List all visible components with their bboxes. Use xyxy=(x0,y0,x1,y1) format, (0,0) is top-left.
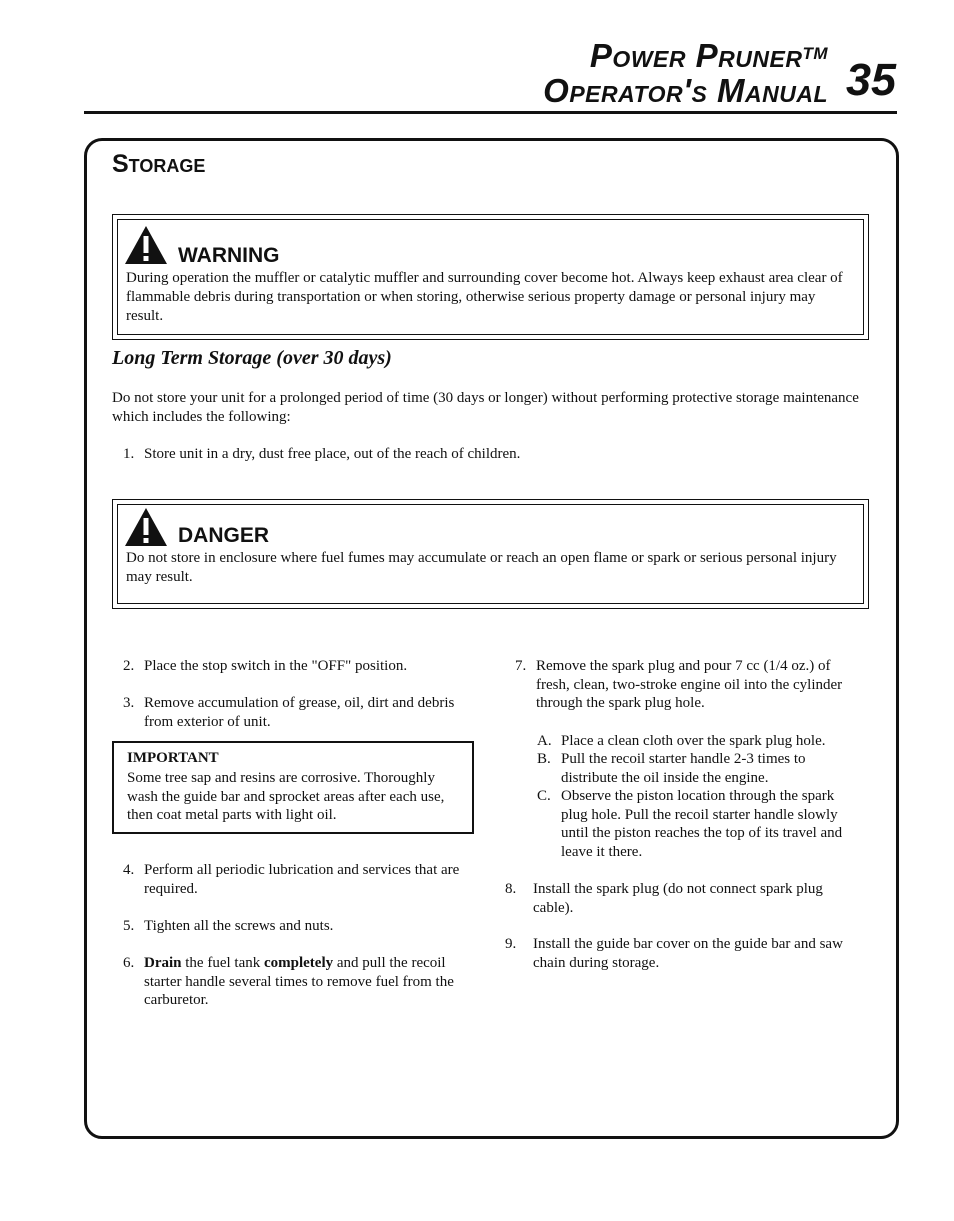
step-text-part: and pull the recoil starter handle several times to remove fuel from the carburetor. xyxy=(144,955,454,1008)
step-text: Install the guide bar cover on the guide bar and saw chain during storage. xyxy=(533,936,843,971)
step-text-part: the fuel tank xyxy=(181,955,264,971)
step-number: 3. xyxy=(123,695,135,711)
step-8 xyxy=(505,880,850,917)
step-number: 6. xyxy=(123,955,135,971)
step-6 xyxy=(123,954,468,1010)
important-note xyxy=(112,741,474,834)
substep-c xyxy=(537,787,857,861)
step-number: 9. xyxy=(505,936,517,952)
danger-box xyxy=(112,499,869,609)
step-3 xyxy=(123,694,468,731)
product-name: Power Pruner xyxy=(589,37,803,74)
step-9 xyxy=(505,935,865,972)
substep-letter: B. xyxy=(537,751,551,767)
trademark: TM xyxy=(802,44,828,63)
step-text: Tighten all the screws and nuts. xyxy=(144,918,334,934)
substep-b xyxy=(537,750,837,787)
emphasis-completely: completely xyxy=(263,955,334,971)
step-5 xyxy=(123,917,463,936)
warning-box xyxy=(112,214,869,340)
step-1 xyxy=(123,445,843,464)
substep-text: Place a clean cloth over the spark plug hole. xyxy=(561,733,826,749)
important-title: IMPORTANT xyxy=(127,750,219,766)
substep-a xyxy=(537,732,847,751)
long-term-heading: Long Term Storage (over 30 days) xyxy=(112,347,392,369)
step-number: 7. xyxy=(515,658,527,674)
step-number: 1. xyxy=(123,446,135,462)
step-text: Store unit in a dry, dust free place, out of the reach of children. xyxy=(144,446,521,462)
substep-text: Observe the piston location through the spark plug hole. Pull the recoil starter handle slowly until the piston reaches the top of its travel and leave it there. xyxy=(561,788,843,860)
header-rule xyxy=(84,111,897,114)
warning-icon xyxy=(124,225,168,265)
title-line-2: Operator's Manual xyxy=(543,72,828,109)
substep-letter: C. xyxy=(537,788,551,804)
title-line-1 xyxy=(543,38,828,73)
step-2 xyxy=(123,657,463,676)
step-number: 8. xyxy=(505,881,517,897)
warning-text: During operation the muffler or catalytic muffler and surrounding cover become hot. Always keep exhaust area clear of flammable debris during transportation or when storing, otherwise serious property damage or personal injury may result. xyxy=(126,270,843,324)
step-text: Perform all periodic lubrication and services that are required. xyxy=(144,862,460,897)
section-title: Storage xyxy=(112,150,206,178)
step-number: 2. xyxy=(123,658,135,674)
page-number: 35 xyxy=(846,54,897,105)
step-text: Remove accumulation of grease, oil, dirt and debris from exterior of unit. xyxy=(144,695,455,730)
long-term-intro: Do not store your unit for a prolonged period of time (30 days or longer) without performing protective storage maintenance which includes the following: xyxy=(112,390,859,425)
step-text: Install the spark plug (do not connect spark plug cable). xyxy=(533,881,823,916)
step-text: Place the stop switch in the "OFF" position. xyxy=(144,658,408,674)
step-text: Remove the spark plug and pour 7 cc (1/4 oz.) of fresh, clean, two-stroke engine oil into the cylinder through the spark plug hole. xyxy=(536,658,843,711)
danger-title: DANGER xyxy=(178,524,270,547)
step-7 xyxy=(515,657,860,713)
step-4 xyxy=(123,861,473,898)
emphasis-drain: Drain xyxy=(144,955,182,971)
substep-text: Pull the recoil starter handle 2-3 times to distribute the oil inside the engine. xyxy=(561,751,806,786)
danger-text: Do not store in enclosure where fuel fumes may accumulate or reach an open flame or spark or serious personal injury may result. xyxy=(126,550,837,585)
warning-title: WARNING xyxy=(178,244,280,267)
substep-letter: A. xyxy=(537,733,552,749)
manual-title xyxy=(543,38,828,108)
important-text: Some tree sap and resins are corrosive. Thoroughly wash the guide bar and sprocket areas after each use, then coat metal parts with light oil. xyxy=(127,770,445,823)
step-number: 4. xyxy=(123,862,135,878)
step-text xyxy=(123,954,468,1010)
danger-icon xyxy=(124,507,168,547)
step-number: 5. xyxy=(123,918,135,934)
